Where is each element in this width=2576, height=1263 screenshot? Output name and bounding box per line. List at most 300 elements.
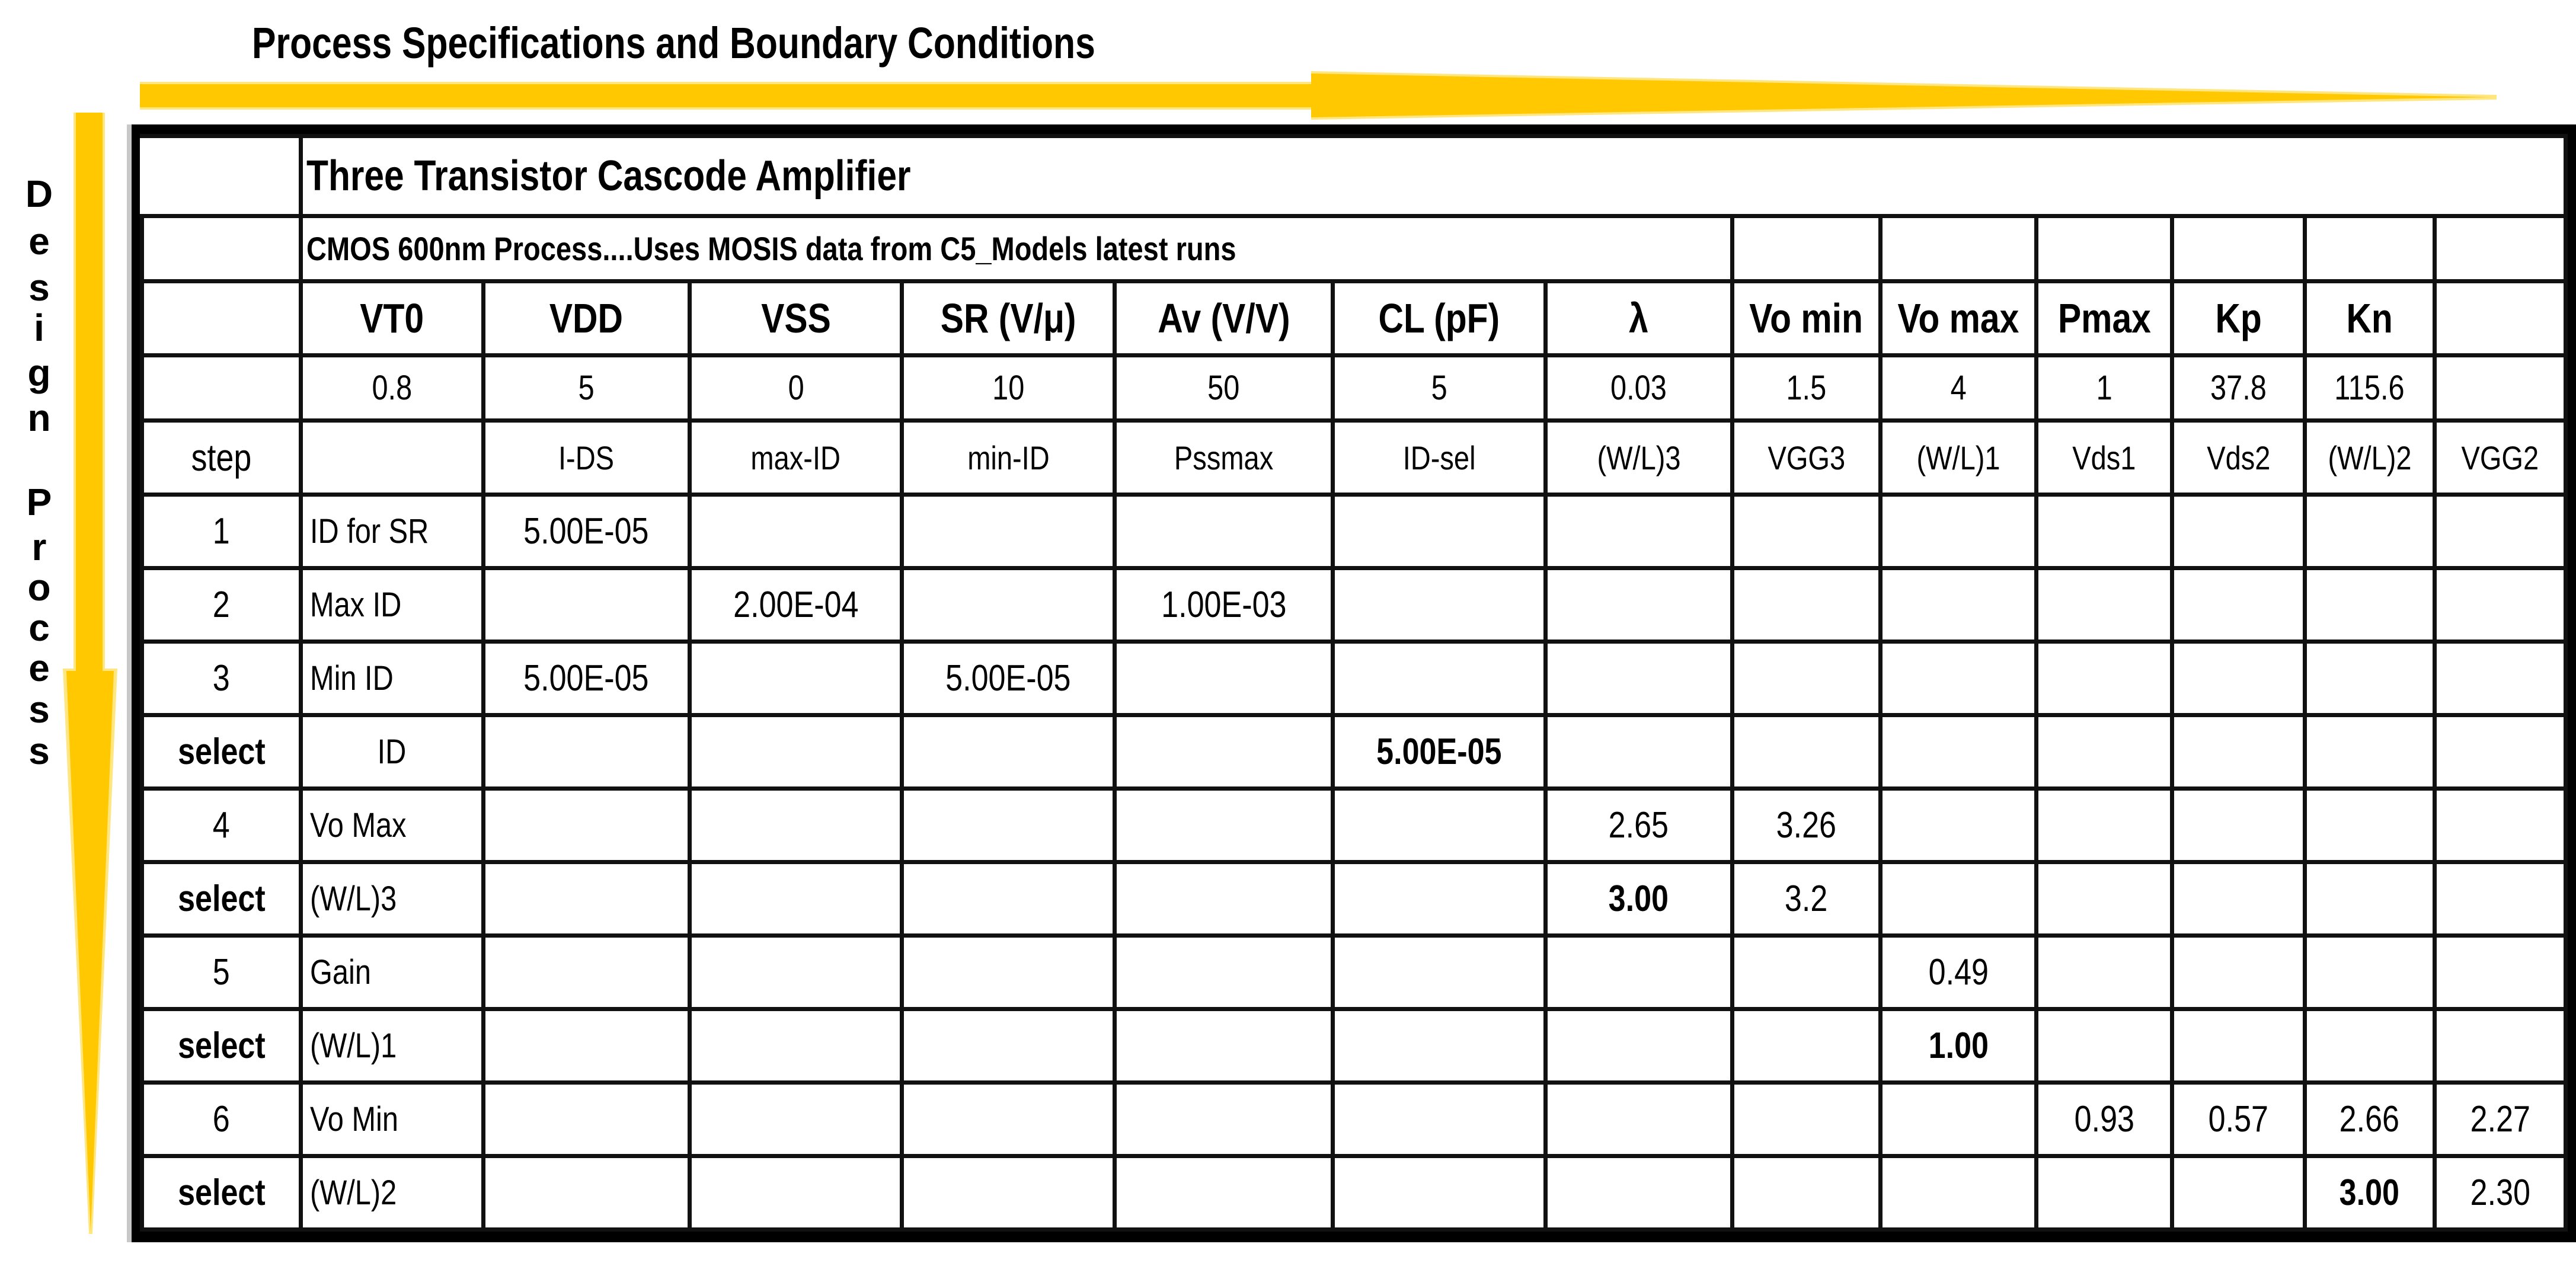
- data-cell[interactable]: [1880, 1009, 2036, 1083]
- data-cell[interactable]: [2434, 495, 2565, 568]
- data-cell[interactable]: [2036, 642, 2172, 715]
- data-cell[interactable]: [902, 1083, 1115, 1156]
- data-cell[interactable]: [2036, 936, 2172, 1009]
- spec-header-cell[interactable]: [1114, 282, 1332, 356]
- table-row: [142, 1009, 2566, 1083]
- step-cell[interactable]: [142, 1083, 301, 1156]
- row-label-cell[interactable]: [301, 936, 483, 1009]
- cell-text: (W/L)3: [310, 880, 397, 918]
- spec-header-cell[interactable]: [2305, 282, 2434, 356]
- cell-text: SR (V/μ): [940, 295, 1076, 341]
- cell-text: 2: [213, 584, 231, 625]
- cell[interactable]: [1880, 216, 2036, 282]
- vertical-arrow-down-icon: [63, 113, 117, 1234]
- data-cell[interactable]: [2172, 789, 2305, 862]
- step-header-cell[interactable]: [2434, 421, 2565, 495]
- data-cell[interactable]: [690, 1156, 902, 1230]
- spec-value-cell[interactable]: [483, 356, 689, 421]
- data-cell[interactable]: [2305, 1083, 2434, 1156]
- cell-text: 1.00: [1928, 1025, 1989, 1066]
- cell-text: 5.00E-05: [523, 658, 649, 699]
- table-subtitle-row: [142, 216, 2566, 282]
- data-cell[interactable]: [690, 936, 902, 1009]
- data-cell[interactable]: [1333, 862, 1545, 936]
- data-cell[interactable]: [2305, 789, 2434, 862]
- data-cell[interactable]: [2172, 936, 2305, 1009]
- side-letter: r: [31, 526, 47, 568]
- cell-text: Vo min: [1749, 295, 1864, 341]
- cell-text: 5.00E-05: [1376, 731, 1502, 772]
- data-cell[interactable]: [690, 1083, 902, 1156]
- row-label-cell[interactable]: [301, 789, 483, 862]
- data-cell[interactable]: [1880, 568, 2036, 642]
- cell-text: min-ID: [967, 439, 1050, 477]
- data-cell[interactable]: [2036, 1083, 2172, 1156]
- cell-text: Min ID: [310, 659, 394, 698]
- spec-value-cell[interactable]: [1114, 356, 1332, 421]
- spec-value-cell[interactable]: [1545, 356, 1732, 421]
- data-cell[interactable]: [2036, 1156, 2172, 1230]
- cell[interactable]: [142, 136, 301, 216]
- data-cell[interactable]: [690, 789, 902, 862]
- data-cell[interactable]: [1114, 715, 1332, 789]
- cell-text: 0: [788, 369, 804, 407]
- step-cell[interactable]: [142, 715, 301, 789]
- spec-value-cell[interactable]: [690, 356, 902, 421]
- data-cell[interactable]: [902, 642, 1115, 715]
- data-cell[interactable]: [2305, 568, 2434, 642]
- data-cell[interactable]: [1733, 568, 1881, 642]
- data-cell[interactable]: [1333, 1156, 1545, 1230]
- data-cell[interactable]: [902, 1009, 1115, 1083]
- table-row: [142, 642, 2566, 715]
- data-cell[interactable]: [483, 1156, 689, 1230]
- data-cell[interactable]: [1333, 1009, 1545, 1083]
- row-label-cell[interactable]: [301, 642, 483, 715]
- step-cell[interactable]: [142, 936, 301, 1009]
- cell-text: (W/L)3: [1597, 439, 1681, 477]
- cell-text: 1.00E-03: [1161, 584, 1287, 625]
- step-cell[interactable]: [142, 1009, 301, 1083]
- data-cell[interactable]: [2434, 789, 2565, 862]
- spec-header-cell[interactable]: [2434, 282, 2565, 356]
- step-header-cell[interactable]: [1333, 421, 1545, 495]
- spec-value-cell[interactable]: [1333, 356, 1545, 421]
- table-row: [142, 936, 2566, 1009]
- cell-text: 2.30: [2470, 1172, 2530, 1213]
- table-row: [142, 789, 2566, 862]
- cell[interactable]: [2305, 216, 2434, 282]
- side-letter: o: [27, 566, 51, 609]
- data-cell[interactable]: [2434, 1083, 2565, 1156]
- table-row: [142, 1156, 2566, 1230]
- data-cell[interactable]: [483, 1009, 689, 1083]
- data-cell[interactable]: [1333, 568, 1545, 642]
- cell-text: 5: [213, 952, 231, 993]
- data-cell[interactable]: [1545, 495, 1732, 568]
- cell-text: 2.00E-04: [733, 584, 859, 625]
- cell-text: 5.00E-05: [523, 511, 649, 552]
- data-cell[interactable]: [1733, 495, 1881, 568]
- spec-header-cell[interactable]: [1733, 282, 1881, 356]
- data-cell[interactable]: [902, 1156, 1115, 1230]
- cell-text: 3.26: [1776, 805, 1837, 846]
- data-cell[interactable]: [2434, 936, 2565, 1009]
- data-cell[interactable]: [1733, 1156, 1881, 1230]
- data-cell[interactable]: [1733, 862, 1881, 936]
- side-letter: s: [28, 730, 50, 772]
- data-cell[interactable]: [2305, 1156, 2434, 1230]
- cell-text: 5: [1431, 369, 1447, 407]
- row-label-cell[interactable]: [301, 1156, 483, 1230]
- cell-text: Pmax: [2057, 295, 2151, 341]
- data-cell[interactable]: [1114, 568, 1332, 642]
- cell-text: Vo Min: [310, 1100, 399, 1139]
- step-header-cell[interactable]: [2036, 421, 2172, 495]
- spec-value-cell[interactable]: [2434, 356, 2565, 421]
- data-cell[interactable]: [483, 568, 689, 642]
- table-title[interactable]: Three Transistor Cascode Amplifier: [301, 136, 2566, 216]
- data-cell[interactable]: [1545, 568, 1732, 642]
- data-cell[interactable]: [1545, 789, 1732, 862]
- data-cell[interactable]: [902, 789, 1115, 862]
- cell-text: 0.57: [2208, 1099, 2269, 1140]
- cell-text: 0.03: [1610, 369, 1667, 407]
- cell-text: 5: [578, 369, 595, 407]
- cell-text: 4: [1950, 369, 1967, 407]
- step-cell[interactable]: [142, 1156, 301, 1230]
- step-header-cell[interactable]: [2305, 421, 2434, 495]
- spec-header-cell[interactable]: [1880, 282, 2036, 356]
- step-cell[interactable]: [142, 495, 301, 568]
- cell-text: ID: [378, 733, 407, 771]
- side-letter: e: [28, 220, 50, 263]
- data-cell[interactable]: [902, 715, 1115, 789]
- spec-header-cell[interactable]: [902, 282, 1115, 356]
- data-cell[interactable]: [690, 495, 902, 568]
- cell-text: 0.8: [372, 369, 413, 407]
- data-cell[interactable]: [2036, 715, 2172, 789]
- data-cell[interactable]: [1545, 715, 1732, 789]
- data-cell[interactable]: [483, 495, 689, 568]
- data-cell[interactable]: [1545, 862, 1732, 936]
- cell-text: I-DS: [558, 439, 615, 477]
- spec-header-cell[interactable]: [2172, 282, 2305, 356]
- spec-value-cell[interactable]: [301, 356, 483, 421]
- step-header-cell[interactable]: [1880, 421, 2036, 495]
- cell-text: Pssmax: [1174, 439, 1274, 477]
- cell-text: Vds1: [2072, 439, 2136, 477]
- cell-text: 2.66: [2340, 1099, 2400, 1140]
- spec-value-cell[interactable]: [2305, 356, 2434, 421]
- cell-text: ID for SR: [310, 512, 429, 551]
- data-cell[interactable]: [1114, 1083, 1332, 1156]
- cell-text: step: [191, 436, 252, 479]
- spec-header-cell[interactable]: [142, 282, 301, 356]
- cell-text: 3: [213, 658, 231, 699]
- data-cell[interactable]: [483, 936, 689, 1009]
- row-label-cell[interactable]: [301, 1009, 483, 1083]
- cell-text: 6: [213, 1099, 231, 1140]
- side-letter: P: [26, 481, 52, 523]
- spec-header-cell[interactable]: [301, 282, 483, 356]
- cell-text: CL (pF): [1378, 295, 1500, 341]
- data-cell[interactable]: [1333, 1083, 1545, 1156]
- cell-text: 1: [213, 511, 231, 552]
- step-header-cell[interactable]: [690, 421, 902, 495]
- table-row: [142, 1083, 2566, 1156]
- cell[interactable]: [2434, 216, 2565, 282]
- spec-values-row: [142, 356, 2566, 421]
- data-cell[interactable]: [2305, 715, 2434, 789]
- cell-text: VDD: [549, 295, 624, 341]
- cell[interactable]: [2172, 216, 2305, 282]
- table-subtitle[interactable]: CMOS 600nm Process....Uses MOSIS data from C5_Models latest runs: [301, 216, 1733, 282]
- data-cell[interactable]: [2434, 862, 2565, 936]
- data-cell[interactable]: [2305, 862, 2434, 936]
- data-cell[interactable]: [2172, 1009, 2305, 1083]
- cell-text: 115.6: [2334, 369, 2405, 407]
- cell-text: λ: [1629, 295, 1649, 341]
- data-cell[interactable]: [1733, 789, 1881, 862]
- cell-text: Kp: [2215, 295, 2262, 341]
- data-cell[interactable]: [1545, 1156, 1732, 1230]
- data-cell[interactable]: [1880, 642, 2036, 715]
- data-cell[interactable]: [1880, 862, 2036, 936]
- data-cell[interactable]: [1545, 1009, 1732, 1083]
- data-cell[interactable]: [1880, 936, 2036, 1009]
- side-letter: n: [27, 397, 51, 439]
- step-header-cell[interactable]: [142, 421, 301, 495]
- data-cell[interactable]: [902, 568, 1115, 642]
- data-cell[interactable]: [2305, 1009, 2434, 1083]
- cell-text: max-ID: [750, 439, 841, 477]
- spec-value-cell[interactable]: [142, 356, 301, 421]
- cell-text: VGG3: [1768, 439, 1845, 477]
- data-cell[interactable]: [690, 862, 902, 936]
- data-cell[interactable]: [1545, 1083, 1732, 1156]
- spec-header-cell[interactable]: [1333, 282, 1545, 356]
- side-letter: e: [28, 647, 50, 689]
- cell-text: Max ID: [310, 586, 402, 624]
- table-row: [142, 568, 2566, 642]
- row-label-cell[interactable]: [301, 568, 483, 642]
- data-cell[interactable]: [1333, 715, 1545, 789]
- cell-text: (W/L)1: [310, 1027, 397, 1065]
- data-cell[interactable]: [1333, 642, 1545, 715]
- cell-text: 2.27: [2470, 1099, 2530, 1140]
- cell-text: Vo Max: [310, 806, 407, 845]
- row-label-cell[interactable]: [301, 1083, 483, 1156]
- cell-text: select: [177, 731, 266, 772]
- data-cell[interactable]: [902, 495, 1115, 568]
- data-cell[interactable]: [483, 642, 689, 715]
- data-cell[interactable]: [2434, 715, 2565, 789]
- step-header-cell[interactable]: [2172, 421, 2305, 495]
- cell-text: VGG2: [2461, 439, 2539, 477]
- data-cell[interactable]: [1114, 642, 1332, 715]
- side-letter: s: [28, 266, 50, 309]
- data-cell[interactable]: [1545, 936, 1732, 1009]
- step-header-cell[interactable]: [1733, 421, 1881, 495]
- cell[interactable]: [142, 216, 301, 282]
- data-cell[interactable]: [690, 642, 902, 715]
- cell-text: Av (V/V): [1157, 295, 1290, 341]
- data-cell[interactable]: [2036, 568, 2172, 642]
- data-cell[interactable]: [2305, 936, 2434, 1009]
- data-cell[interactable]: [1114, 1009, 1332, 1083]
- data-cell[interactable]: [2036, 495, 2172, 568]
- data-cell[interactable]: [690, 568, 902, 642]
- data-cell[interactable]: [1880, 789, 2036, 862]
- data-cell[interactable]: [1880, 1083, 2036, 1156]
- cell-text: 3.00: [2340, 1172, 2400, 1213]
- step-cell[interactable]: [142, 642, 301, 715]
- cell-text: VSS: [760, 295, 831, 341]
- side-letter: c: [28, 606, 50, 649]
- cell-text: select: [177, 1172, 266, 1213]
- step-header-cell[interactable]: [902, 421, 1115, 495]
- data-cell[interactable]: [1114, 789, 1332, 862]
- design-spreadsheet: [132, 124, 2576, 1242]
- data-cell[interactable]: [1733, 1009, 1881, 1083]
- spec-value-cell[interactable]: [2036, 356, 2172, 421]
- cell[interactable]: [2036, 216, 2172, 282]
- data-cell[interactable]: [1880, 1156, 2036, 1230]
- table-row: [142, 715, 2566, 789]
- data-cell[interactable]: [690, 1009, 902, 1083]
- cell-text: Gain: [310, 953, 372, 992]
- step-header-cell[interactable]: [301, 421, 483, 495]
- step-cell[interactable]: [142, 789, 301, 862]
- cell-text: select: [177, 878, 266, 919]
- design-table: [140, 134, 2568, 1232]
- data-cell[interactable]: [483, 715, 689, 789]
- row-label-cell[interactable]: [301, 862, 483, 936]
- data-cell[interactable]: [1733, 715, 1881, 789]
- cell-text: (W/L)2: [310, 1174, 397, 1212]
- data-cell[interactable]: [2172, 715, 2305, 789]
- data-cell[interactable]: [1114, 936, 1332, 1009]
- data-cell[interactable]: [1880, 495, 2036, 568]
- side-letter: D: [25, 172, 53, 215]
- data-cell[interactable]: [2434, 642, 2565, 715]
- table-row: [142, 862, 2566, 936]
- spec-header-cell[interactable]: [2036, 282, 2172, 356]
- cell-text: 0.93: [2074, 1099, 2134, 1140]
- cell-text: 1: [2096, 369, 2112, 407]
- data-cell[interactable]: [1733, 1083, 1881, 1156]
- data-cell[interactable]: [1880, 715, 2036, 789]
- step-header-cell[interactable]: [1545, 421, 1732, 495]
- table-row: [142, 495, 2566, 568]
- step-header-cell[interactable]: [483, 421, 689, 495]
- step-cell[interactable]: [142, 862, 301, 936]
- spec-header-cell[interactable]: [690, 282, 902, 356]
- data-cell[interactable]: [483, 789, 689, 862]
- cell-text: Vo max: [1897, 295, 2019, 341]
- data-cell[interactable]: [2172, 1156, 2305, 1230]
- spec-header-cell[interactable]: [1545, 282, 1732, 356]
- side-letter: g: [27, 351, 51, 394]
- data-cell[interactable]: [2434, 1156, 2565, 1230]
- spec-value-cell[interactable]: [902, 356, 1115, 421]
- cell-text: 50: [1207, 369, 1240, 407]
- cell-text: 4: [213, 805, 231, 846]
- cell-text: 1.5: [1786, 369, 1827, 407]
- cell-text: Vds2: [2206, 439, 2271, 477]
- step-header-cell[interactable]: [1114, 421, 1332, 495]
- spec-value-cell[interactable]: [2172, 356, 2305, 421]
- data-cell[interactable]: [2434, 1009, 2565, 1083]
- data-cell[interactable]: [1733, 936, 1881, 1009]
- cell-text: VT0: [360, 295, 424, 341]
- spec-header-cell[interactable]: [483, 282, 689, 356]
- cell-text: (W/L)1: [1916, 439, 2000, 477]
- cell-text: 3.2: [1785, 878, 1828, 919]
- data-cell[interactable]: [1114, 495, 1332, 568]
- cell-text: (W/L)2: [2328, 439, 2412, 477]
- data-cell[interactable]: [483, 1083, 689, 1156]
- data-cell[interactable]: [2434, 568, 2565, 642]
- spec-value-cell[interactable]: [1733, 356, 1881, 421]
- cell-text: 0.49: [1928, 952, 1989, 993]
- data-cell[interactable]: [483, 862, 689, 936]
- step-header-row: [142, 421, 2566, 495]
- data-cell[interactable]: [1114, 1156, 1332, 1230]
- cell-text: 10: [992, 369, 1025, 407]
- data-cell[interactable]: [2172, 568, 2305, 642]
- data-cell[interactable]: [1333, 936, 1545, 1009]
- data-cell[interactable]: [1114, 862, 1332, 936]
- cell[interactable]: [1733, 216, 1881, 282]
- spec-header-row: [142, 282, 2566, 356]
- cell-text: 37.8: [2210, 369, 2267, 407]
- data-cell[interactable]: [902, 862, 1115, 936]
- data-cell[interactable]: [1333, 495, 1545, 568]
- data-cell[interactable]: [2172, 862, 2305, 936]
- table-title-row: [142, 136, 2566, 216]
- data-cell[interactable]: [2036, 862, 2172, 936]
- row-label-cell[interactable]: [301, 715, 483, 789]
- data-cell[interactable]: [2305, 495, 2434, 568]
- cell-text: 5.00E-05: [945, 658, 1071, 699]
- row-label-cell[interactable]: [301, 495, 483, 568]
- side-letter: s: [28, 688, 50, 731]
- cell-text: 2.65: [1609, 805, 1669, 846]
- cell-text: Kn: [2346, 295, 2393, 341]
- data-cell[interactable]: [2172, 642, 2305, 715]
- data-cell[interactable]: [1545, 642, 1732, 715]
- data-cell[interactable]: [2172, 495, 2305, 568]
- horizontal-arrow-icon: [140, 71, 2497, 120]
- spec-value-cell[interactable]: [1880, 356, 2036, 421]
- data-cell[interactable]: [690, 715, 902, 789]
- cell-text: ID-sel: [1402, 439, 1476, 477]
- data-cell[interactable]: [2036, 1009, 2172, 1083]
- data-cell[interactable]: [2172, 1083, 2305, 1156]
- page-title: Process Specifications and Boundary Conditions: [252, 18, 1095, 68]
- side-letter: i: [34, 306, 44, 349]
- data-cell[interactable]: [902, 936, 1115, 1009]
- data-cell[interactable]: [2305, 642, 2434, 715]
- data-cell[interactable]: [1733, 642, 1881, 715]
- data-cell[interactable]: [2036, 789, 2172, 862]
- cell-text: 3.00: [1609, 878, 1669, 919]
- cell-text: select: [177, 1025, 266, 1066]
- data-cell[interactable]: [1333, 789, 1545, 862]
- step-cell[interactable]: [142, 568, 301, 642]
